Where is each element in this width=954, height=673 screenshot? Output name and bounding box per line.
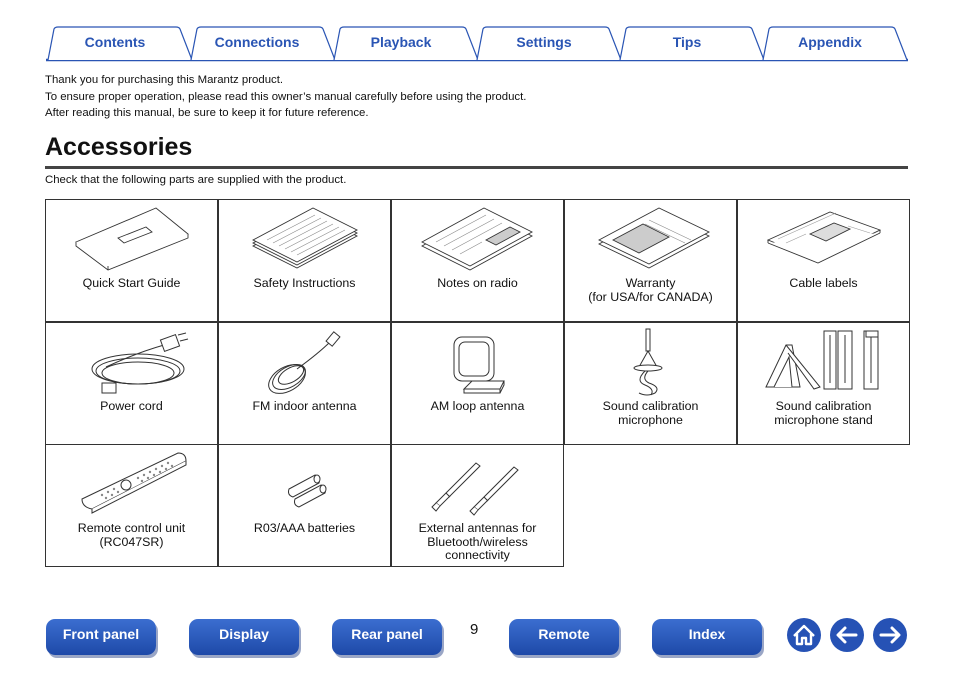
index-button[interactable]: Index xyxy=(652,619,762,655)
quick-start-guide-icon xyxy=(46,200,219,280)
title-divider xyxy=(45,166,908,169)
home-icon[interactable] xyxy=(786,617,822,653)
accessory-batteries xyxy=(218,444,391,567)
check-instructions: Check that the following parts are supplied with the product. xyxy=(45,174,347,186)
accessory-label: Sound calibration microphone stand xyxy=(774,399,873,427)
intro-line: Thank you for purchasing this Marantz product. xyxy=(45,74,284,86)
notes-on-radio-icon xyxy=(392,200,565,280)
accessory-external-antennas xyxy=(391,444,564,567)
front-panel-button[interactable]: Front panel xyxy=(46,619,156,655)
accessory-quick-start-guide xyxy=(45,199,218,322)
accessory-label: R03/AAA batteries xyxy=(253,521,356,535)
fm-antenna-icon xyxy=(219,323,392,403)
accessory-label: Warranty (for USA/for CANADA) xyxy=(588,276,713,304)
intro-text xyxy=(45,72,526,122)
page-title: Accessories xyxy=(45,133,193,161)
accessory-notes-on-radio xyxy=(391,199,564,322)
accessory-power-cord xyxy=(45,322,218,445)
intro-line: To ensure proper operation, please read this owner’s manual carefully before using the product. xyxy=(45,90,527,103)
accessory-warranty xyxy=(564,199,737,322)
accessory-label: Safety Instructions xyxy=(253,276,356,290)
safety-instructions-icon xyxy=(219,200,392,280)
accessory-calibration-microphone-stand xyxy=(737,322,910,445)
accessory-fm-indoor-antenna xyxy=(218,322,391,445)
intro-line: After reading this manual, be sure to keep it for future reference. xyxy=(45,107,369,119)
power-cord-icon xyxy=(46,323,219,403)
tab-tips[interactable]: Tips xyxy=(672,34,702,50)
accessory-label: FM indoor antenna xyxy=(252,399,357,413)
arrow-left-icon[interactable] xyxy=(829,617,865,653)
tab-contents[interactable]: Contents xyxy=(84,34,146,50)
accessory-label: AM loop antenna xyxy=(430,399,525,413)
accessory-safety-instructions xyxy=(218,199,391,322)
accessory-label: Power cord xyxy=(100,399,163,413)
accessory-label: Quick Start Guide xyxy=(82,276,181,290)
microphone-icon xyxy=(565,323,738,403)
accessory-cable-labels xyxy=(737,199,910,322)
tab-settings[interactable]: Settings xyxy=(516,34,572,50)
remote-control-icon xyxy=(46,445,219,525)
remote-button[interactable]: Remote xyxy=(509,619,619,655)
accessory-label: External antennas for Bluetooth/wireless connectivity xyxy=(418,521,537,562)
accessory-label: Cable labels xyxy=(789,276,858,290)
accessory-am-loop-antenna xyxy=(391,322,564,445)
tab-connections[interactable]: Connections xyxy=(214,34,300,50)
page-number: 9 xyxy=(470,621,479,638)
display-button[interactable]: Display xyxy=(189,619,299,655)
accessory-label: Sound calibration microphone xyxy=(602,399,699,427)
accessory-remote-control xyxy=(45,444,218,567)
tab-appendix[interactable]: Appendix xyxy=(798,34,862,50)
accessory-label: Remote control unit (RC047SR) xyxy=(77,521,186,549)
external-antennas-icon xyxy=(392,445,565,525)
cable-labels-icon xyxy=(738,200,911,280)
batteries-icon xyxy=(219,445,392,525)
microphone-stand-icon xyxy=(738,323,911,403)
rear-panel-button[interactable]: Rear panel xyxy=(332,619,442,655)
accessory-calibration-microphone xyxy=(564,322,737,445)
accessory-label: Notes on radio xyxy=(437,276,518,290)
tab-bar xyxy=(46,26,908,62)
am-loop-antenna-icon xyxy=(392,323,565,403)
arrow-right-icon[interactable] xyxy=(872,617,908,653)
tab-playback[interactable]: Playback xyxy=(370,34,432,50)
warranty-icon xyxy=(565,200,738,280)
